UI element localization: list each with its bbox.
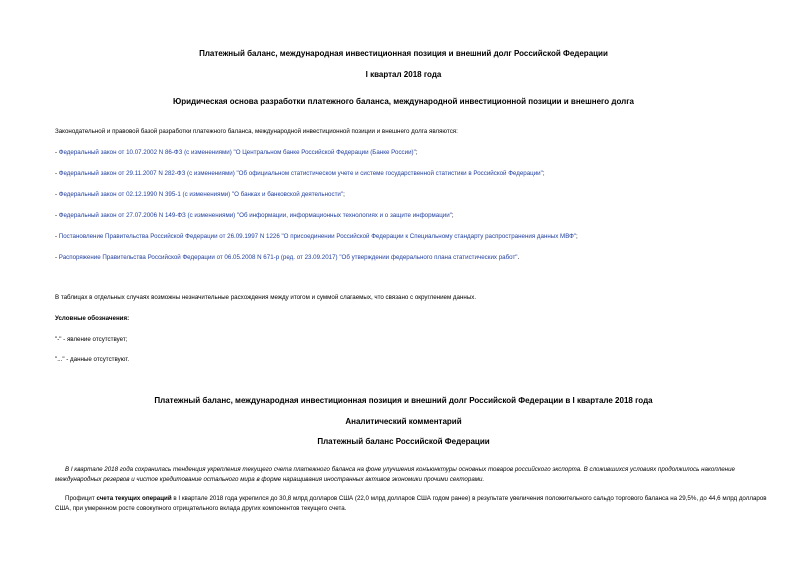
legal-link-282fz[interactable]: Федеральный закон от 29.11.2007 N 282-ФЗ (с изменениями) "Об официальном статистическом учете и системе государственной статистики в Российской Федерации" [58,170,543,177]
legal-link-671r[interactable]: Распоряжение Правительства Российской Федерации от 06.05.2008 N 671-р (ред. от 23.09.2017) "Об утверждении федерального плана статистических работ" [58,254,518,261]
legal-item-prefix: - [55,212,59,219]
legal-link-1226[interactable]: Постановление Правительства Российской Федерации от 26.09.1997 N 1226 "О присоединении Российской Федерации к Специальному стандарту распространения данных МВФ" [58,233,577,240]
legal-item-6 [55,254,519,261]
legal-item-suffix: ; [451,212,454,219]
legal-item-5 [55,233,578,240]
legal-item-4 [55,212,454,219]
legal-item-suffix: . [517,254,520,261]
legal-item-2 [55,170,545,177]
legal-item-1 [55,149,418,156]
legal-link-395-1[interactable]: Федеральный закон от 02.12.1990 N 395-1 (с изменениями) "О банках и банковской деятельности" [58,191,344,198]
para2-text-end: в I квартале 2018 года укрепился до 30,8 млрд долларов США (22,0 млрд долларов США годом ранее) в результате увеличения положительного сальдо торгового баланса на 29,5%, до 44,6 млрд долларов США, при умеренном росте совокупного отрицательного вклада других компонентов текущего счета. [55,495,767,512]
legal-item-prefix: - [55,254,59,261]
commentary-title: Платежный баланс, международная инвестиционная позиция и внешний долг Российской Федерации в I квартале 2018 года [154,396,653,405]
para2-text-start: Профицит [65,495,97,502]
legal-item-suffix: ; [415,149,418,156]
legal-item-prefix: - [55,170,59,177]
commentary-paragraph-2 [55,494,775,514]
legal-item-prefix: - [55,149,59,156]
legal-link-86fz[interactable]: Федеральный закон от 10.07.2002 N 86-ФЗ (с изменениями) "О Центральном банке Российской Федерации (Банке России)" [58,149,416,156]
legal-item-prefix: - [55,191,59,198]
legal-section-title: Юридическая основа разработки платежного баланса, международной инвестиционной позиции и внешнего долга [172,97,635,106]
symbol-absent: "-" - явление отсутствует; [55,336,128,343]
commentary-subtitle: Аналитический комментарий [345,417,462,426]
symbols-heading: Условные обозначения: [55,315,130,322]
legal-item-3 [55,191,345,198]
commentary-paragraph-1: В I квартале 2018 года сохранилась тенденция укрепления текущего счета платежного баланса на фоне улучшения конъюнктуры основных товаров российского экспорта. В сложившихся условиях продолжилось накопление международных резервов и чистое кредитование остального мира в форме наращивания иностранных активов экономики прочими секторами. [55,466,735,483]
rounding-note: В таблицах в отдельных случаях возможны незначительные расхождения между итогом и суммой слагаемых, что связано с округлением данных. [55,294,477,301]
current-account-term: счета текущих операций [96,495,172,502]
legal-item-suffix: ; [343,191,345,198]
legal-intro: Законодательной и правовой базой разработки платежного баланса, международной инвестиционной позиции и внешнего долга являются: [55,128,458,135]
symbol-no-data: "..." - данные отсутствуют. [55,356,130,363]
document-period: I квартал 2018 года [365,70,442,79]
legal-item-prefix: - [55,233,59,240]
legal-item-suffix: ; [542,170,545,177]
legal-item-suffix: ; [576,233,578,240]
commentary-section: Платежный баланс Российской Федерации [317,437,490,446]
legal-link-149fz[interactable]: Федеральный закон от 27.07.2006 N 149-ФЗ (с изменениями) "Об информации, информационных технологиях и о защите информации" [58,212,452,219]
document-title: Платежный баланс, международная инвестиционная позиция и внешний долг Российской Федерации [199,49,608,58]
